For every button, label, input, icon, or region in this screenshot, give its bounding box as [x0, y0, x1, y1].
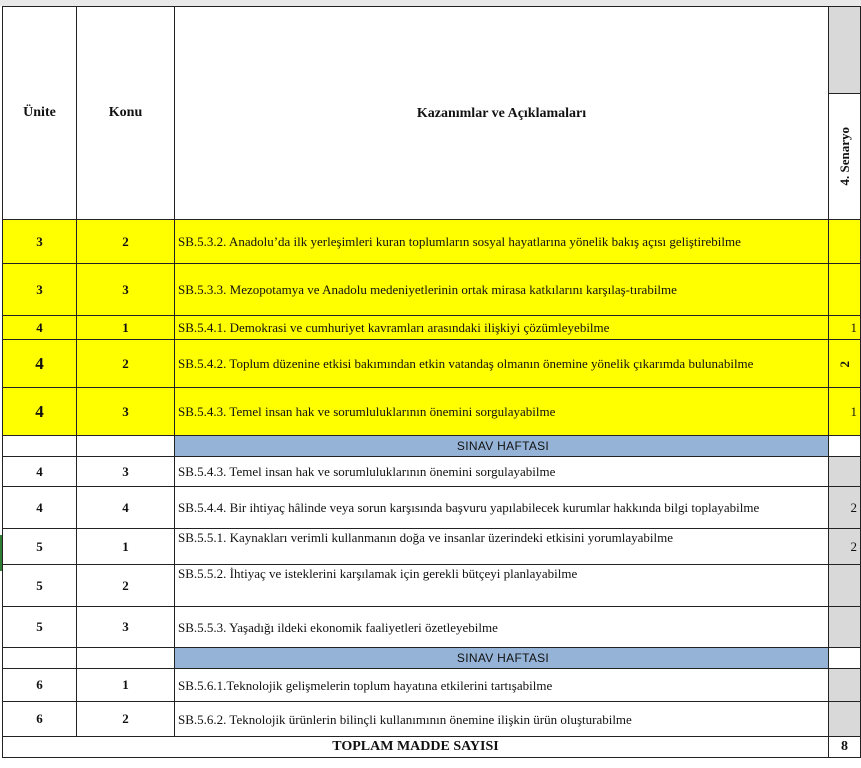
- konu-cell: 1: [77, 316, 175, 340]
- table-row: [3, 529, 861, 565]
- unite-cell: 4: [3, 388, 77, 436]
- kazanim-cell: SB.5.3.2. Anadolu’da ilk yerleşimleri kuran toplumların sosyal hayatlarına yönelik bakış açısı geliştirebilme: [175, 220, 829, 264]
- table-row: [3, 669, 861, 702]
- unite-cell: 4: [3, 487, 77, 529]
- exam-week-row: [3, 436, 861, 457]
- header-kazanimlar: Kazanımlar ve Açıklamaları: [175, 7, 829, 220]
- konu-cell: 1: [77, 529, 175, 565]
- konu-cell: 2: [77, 565, 175, 607]
- score-cell: [829, 340, 861, 388]
- score-cell: 1: [829, 388, 861, 436]
- score-cell: 1: [829, 316, 861, 340]
- score-cell: 2: [829, 487, 861, 529]
- kazanim-cell: SB.5.5.1. Kaynakları verimli kullanmanın doğa ve insanlar üzerindeki etkisini yorumlayabilme: [175, 529, 829, 565]
- score-cell: [829, 457, 861, 487]
- score-cell: [829, 669, 861, 702]
- score-cell: [829, 702, 861, 737]
- empty-cell: [3, 648, 77, 669]
- total-value: 8: [829, 737, 861, 758]
- kazanim-cell: SB.5.6.1.Teknolojik gelişmelerin toplum hayatına etkilerini tartışabilme: [175, 669, 829, 702]
- exam-week-label: SINAV HAFTASI: [175, 648, 829, 669]
- unite-cell: 3: [3, 220, 77, 264]
- senaryo-gray-block: [829, 7, 860, 94]
- konu-cell: 2: [77, 702, 175, 737]
- empty-cell: [829, 648, 861, 669]
- table-row: [3, 607, 861, 648]
- kazanim-cell: SB.5.4.3. Temel insan hak ve sorumluluklarının önemini sorgulayabilme: [175, 457, 829, 487]
- table-row: [3, 340, 861, 388]
- unite-cell: 5: [3, 529, 77, 565]
- unite-cell: 5: [3, 565, 77, 607]
- header-unite: Ünite: [3, 7, 77, 220]
- total-row: [3, 737, 861, 758]
- konu-cell: 3: [77, 607, 175, 648]
- konu-cell: 3: [77, 388, 175, 436]
- konu-cell: 3: [77, 457, 175, 487]
- score-cell: [829, 264, 861, 316]
- table-row: [3, 220, 861, 264]
- konu-cell: 3: [77, 264, 175, 316]
- kazanim-cell: SB.5.4.3. Temel insan hak ve sorumluluklarının önemini sorgulayabilme: [175, 388, 829, 436]
- empty-cell: [77, 436, 175, 457]
- score-cell: [829, 607, 861, 648]
- empty-cell: [829, 436, 861, 457]
- kazanim-cell: SB.5.5.2. İhtiyaç ve isteklerini karşılamak için gerekli bütçeyi planlayabilme: [175, 565, 829, 607]
- kazanim-table: [2, 6, 861, 758]
- exam-week-label: SINAV HAFTASI: [175, 436, 829, 457]
- kazanim-cell: SB.5.4.2. Toplum düzenine etkisi bakımından etkin vatandaş olmanın önemine yönelik çıkarımda bulunabilme: [175, 340, 829, 388]
- unite-cell: 4: [3, 316, 77, 340]
- empty-cell: [3, 436, 77, 457]
- table-row: [3, 388, 861, 436]
- kazanim-cell: SB.5.5.3. Yaşadığı ildeki ekonomik faaliyetleri özetleyebilme: [175, 607, 829, 648]
- header-konu: Konu: [77, 7, 175, 220]
- header-row: [3, 7, 861, 220]
- unite-cell: 5: [3, 607, 77, 648]
- unite-cell: 3: [3, 264, 77, 316]
- konu-cell: 1: [77, 669, 175, 702]
- table-row: [3, 487, 861, 529]
- kazanim-cell: SB.5.6.2. Teknolojik ürünlerin bilinçli kullanımının önemine ilişkin ürün oluşturabilme: [175, 702, 829, 737]
- empty-cell: [77, 648, 175, 669]
- kazanim-cell: SB.5.4.4. Bir ihtiyaç hâlinde veya sorun karşısında başvuru yapılabilecek kurumlar hakkında bilgi toplayabilme: [175, 487, 829, 529]
- unite-cell: 4: [3, 457, 77, 487]
- score-cell: [829, 565, 861, 607]
- konu-cell: 4: [77, 487, 175, 529]
- header-senaryo-cell: [829, 7, 861, 220]
- konu-cell: 2: [77, 340, 175, 388]
- table-row: [3, 565, 861, 607]
- konu-cell: 2: [77, 220, 175, 264]
- exam-week-row: [3, 648, 861, 669]
- table-row: [3, 264, 861, 316]
- unite-cell: 6: [3, 702, 77, 737]
- kazanim-cell: SB.5.4.1. Demokrasi ve cumhuriyet kavramları arasındaki ilişkiyi çözümleyebilme: [175, 316, 829, 340]
- unite-cell: 4: [3, 340, 77, 388]
- score-cell: 2: [829, 529, 861, 565]
- total-label: TOPLAM MADDE SAYISI: [3, 737, 829, 758]
- header-senaryo: 4. Senaryo: [836, 127, 852, 186]
- unite-cell: 6: [3, 669, 77, 702]
- kazanim-cell: SB.5.3.3. Mezopotamya ve Anadolu medeniyetlerinin ortak mirasa katkılarını karşılaş-tırabilme: [175, 264, 829, 316]
- score-rotated: 2: [836, 361, 852, 368]
- table-row: [3, 457, 861, 487]
- table-row: [3, 316, 861, 340]
- score-cell: [829, 220, 861, 264]
- table-row: [3, 702, 861, 737]
